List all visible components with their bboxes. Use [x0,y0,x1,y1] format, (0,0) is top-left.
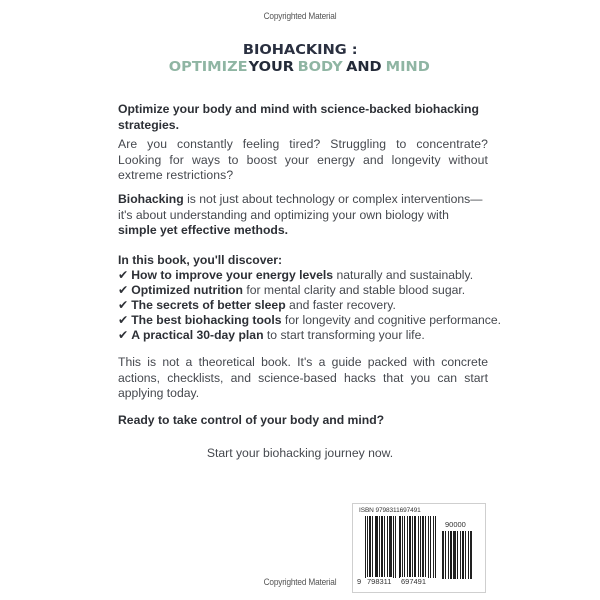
barcode-bar [404,516,405,578]
title-line-1: BIOHACKING : [242,43,358,58]
barcode-bar [442,531,444,579]
barcode-bar [430,516,431,578]
barcode-bar [365,516,366,578]
list-intro: In this book, you'll discover: [118,253,283,267]
list-item-text: for longevity and cognitive performance. [281,313,502,327]
subtitle-word: BODY [297,60,343,75]
barcode-bar [367,516,368,578]
questions-paragraph: Are you constantly feeling tired? Struggling to concentrate? Looking for ways to boost your energy and longevity without extreme restrictions? [118,137,488,182]
list-item-text: for mental clarity and stable blood sugar. [242,283,466,297]
check-icon: ✔ [118,268,129,282]
barcode-bar [402,516,403,578]
list-item-text: to start transforming your life. [263,328,425,342]
list-item [118,298,488,313]
barcode-bar [389,516,392,578]
list-item [118,313,502,328]
barcode-bar [381,516,383,578]
barcode-bar [422,516,424,578]
subtitle-word: MIND [385,60,430,75]
isbn-label: ISBN 9798311697491 [359,507,421,514]
barcode-bar [420,516,421,578]
barcode-bar [418,516,419,578]
list-item-bold: The best biohacking tools [131,313,282,327]
barcode-bar [460,531,461,579]
subtitle-word: YOUR [248,60,295,75]
barcode-bar [450,531,452,579]
barcode-bar [393,516,394,578]
barcode-bar [425,516,426,578]
biohacking-paragraph [118,192,488,239]
list-item [118,268,488,283]
subtitle-word: AND [346,60,382,75]
bio-middle: is not just about technology or complex interventions—it's about understanding and optimizing your own biology with [118,192,483,222]
barcode-digit-lead: 9 [357,577,362,586]
barcode-bar [445,531,446,579]
barcode-bar [372,516,373,578]
call-to-action-question: Ready to take control of your body and mind? [118,413,385,427]
price-code: 90000 [445,520,466,529]
list-item-text: and faster recovery. [285,298,396,312]
barcode-bar [395,516,396,578]
list-item-bold: Optimized nutrition [131,283,243,297]
list-item [118,283,488,298]
barcode-bar [435,516,436,578]
barcode-bar [468,531,469,579]
list-item-bold: A practical 30-day plan [131,328,264,342]
subtitle-word: OPTIMIZE [168,60,248,75]
barcode-bar [465,531,466,579]
barcode-bar [428,516,429,578]
barcode-bar [387,516,388,578]
check-icon: ✔ [118,283,129,297]
lead-paragraph: Optimize your body and mind with science-backed biohacking strategies. [118,102,479,132]
barcode-bar [448,531,449,579]
check-icon: ✔ [118,298,129,312]
barcode-bar [412,516,413,578]
barcode-digits-left: 798311 [367,577,392,586]
barcode-digits-right: 697491 [401,577,427,586]
barcode-bar [375,516,378,578]
check-icon: ✔ [118,313,129,327]
bio-bold-end: simple yet effective methods. [118,223,289,237]
not-theoretical-paragraph: This is not a theoretical book. It's a guide packed with concrete actions, checklists, and science-based hacks that you can start applying today. [118,355,488,400]
barcode-bar [409,516,411,578]
barcode-bar [384,516,385,578]
copyright-notice-top: Copyrighted Material [263,11,337,21]
list-item-text: naturally and sustainably. [333,268,474,282]
barcode-bar [470,531,472,579]
barcode-bar [407,516,408,578]
list-item [118,328,488,343]
barcode-bar [457,531,458,579]
barcode-bar [369,516,371,578]
copyright-notice-bottom: Copyrighted Material [263,577,337,587]
list-item-bold: How to improve your energy levels [131,268,334,282]
barcode-bar [414,516,416,578]
list-item-bold: The secrets of better sleep [131,298,286,312]
barcode-bar [453,531,456,579]
book-subtitle [0,59,600,76]
barcode-bar [399,516,401,578]
barcode-bar [433,516,434,578]
check-icon: ✔ [118,328,129,342]
call-to-action-line: Start your biohacking journey now. [206,446,394,460]
barcode-bar [462,531,464,579]
book-title [0,42,600,59]
barcode-bars-main [365,516,437,578]
bio-bold-start: Biohacking [118,192,184,206]
discover-list [118,253,502,343]
barcode-bars-addon [442,531,476,579]
barcode-bar [379,516,380,578]
